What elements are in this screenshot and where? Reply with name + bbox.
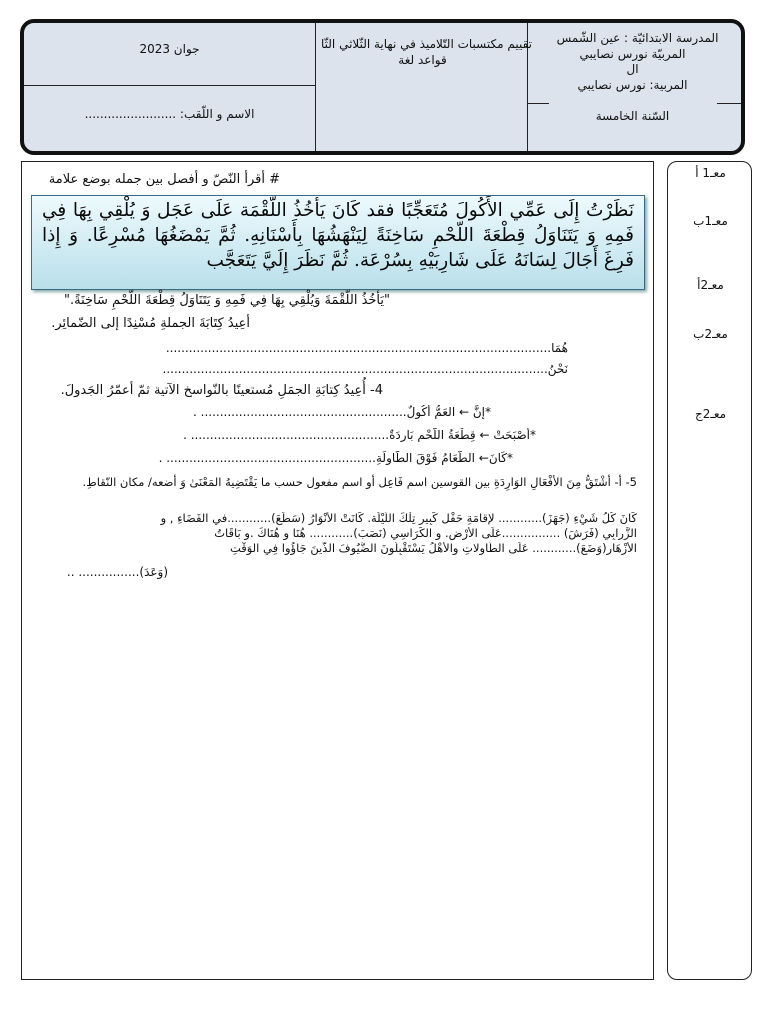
teacher-name: المربيّة نورس نصايبي [579,47,686,61]
teacher-name-2: المربية: نورس نصايبي [577,78,688,92]
header-divider [527,103,549,104]
reading-passage [31,195,645,290]
subject-label: قواعد لغة [398,53,447,67]
q2-sentence: "يَأخُذُ اللّقْمَةَ وَيُلْقِي بِهَا فِي فَمِهِ وَ يَتَنَاوَلُ قِطْعَةَ اللّحْمِ سَاخِنَةً." [64,293,390,308]
instruction-punctuation: # أقرأ النّصّ و أفصل بين جمله بوضع علامة [48,172,280,187]
criterion-label: معـ2ج [694,407,727,421]
passage-text: نَظَرْتُ إِلَى عَمِّي الأَكُولَ مُتَعَجِّبًا فقد كَانَ يَأخُذُ اللّقْمَة عَلَى عَجَل وَ يُلْقِي بِهَا فِي فَمِهِ وَ يَتَنَاوَلُ قِطْعَةَ اللّحْمِ سَاخِنَةً لِيَنْهَشُهَا بِأَسْنَانِهِ. ثُمَّ يَمْضَغُهَا مُسْرِعًا. وَ إِذا فَرِغَ أَجَالَ لِسَانَهُ عَلَى شَارِبَيْهِ بِسُرْعَة. ثُمَّ نَظَرَ إِلَيَّ يَتَعَجَّب [42,200,634,271]
answer-line-nahnu: نَحْنُ..................................................................................................... [162,362,568,376]
header-divider [717,103,745,104]
q5-instruction: 5- أ- أشْتَقُّ مِنَ الأفْعَالِ الوَارِدَةِ بين القوسين اسم فَاعِل أو اسم مفعول حسب ما يَقْتَضِيهُ المَعْنَىٰ وَ أضعه/ مكان النّقاطِ. [82,475,637,489]
exam-title: تقييم مكتسبات التّلاميذ في نهاية الثّلاثي الثّا [320,37,533,51]
header-frame [20,19,745,155]
q5-text-line: الزَّرابِي (فَرَشَ) ................عَلَى الأرْضِ. و الكَرَاسِي (نَصَبَ)............ هُنَا و هُنَاكَ .و بَاقَاتُ [214,527,637,540]
q5-text-line: (وَعَدَ)................ .. [66,565,168,579]
q2-instruction: أعِيدُ كِتَابَةَ الجملةِ مُسْنِدًا إلى الضّمائِر. [51,316,250,331]
grade-label: السّنة الخامسة [595,109,670,123]
q5-text-line: الأزْهَارِ(وَضَعَ)............ عَلَى الطّاولاتِ والأهْلُ يَسْتَقْبِلُونَ الضُّيُوفَ الذّينَ جَاؤُوا فِي الوَقْتِ [229,542,637,555]
school-name: المدرسة الابتدائيّة : عين الشّمس [556,31,719,45]
q4-item: *أَصْبَحَتْ ← قِطْعَةُ اللَّحْمِ بَارِدَةٌ.................................................... . [183,428,536,442]
criterion-label: معـ1 أ [695,166,726,180]
answer-line-huma: هُمَا..................................................................................................... [165,341,568,355]
teacher-fragment: ال [626,62,639,76]
criterion-label: معـ1ب [693,214,728,228]
exam-date: جوان 2023 [139,42,200,56]
name-field-label: ........................ :الاسم و اللّقب [84,107,255,121]
criterion-label: معـ2أ [697,278,724,292]
criteria-column [667,161,752,980]
q4-item: *إنَّ ← العَمُّ أَكُولٌ...................................................... . [193,405,491,419]
q5-text-line: كَانَ كُلُ شَيْءِ (جَهَزَ)............ لإقامَةِ حَفْلِ كَبِير تِلْكَ اللَّيْلَة. كَانَتْ الأَنْوَارُ (سَطَعَ)............في الفَضَاءِ , و [160,512,637,525]
header-divider [24,85,315,86]
criterion-label: معـ2ب [693,327,728,341]
q4-instruction: 4- أُعِيدُ كِتابَةِ الجمَلِ مُستعينًا بالنّواسخ الآتية ثمّ أعمّرُ الجَدولَ. [60,383,383,398]
q4-item: *كَانَ← الطَّعَامُ فَوْقَ الطَّاوِلَةِ....................................................... . [158,451,513,465]
